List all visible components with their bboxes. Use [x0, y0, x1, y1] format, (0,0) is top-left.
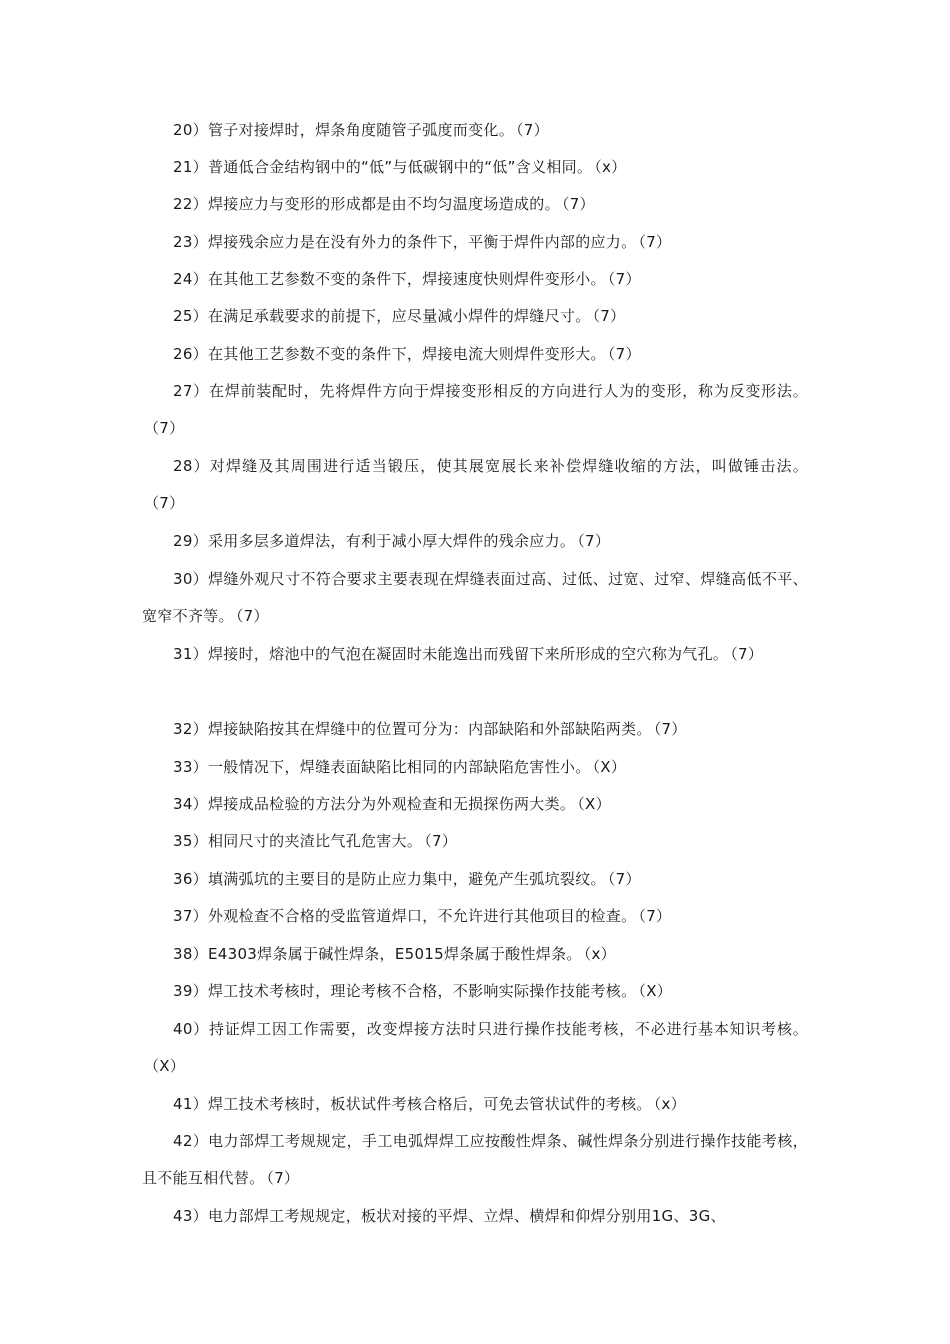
- list-item: 42）电力部焊工考规规定，手工电弧焊焊工应按酸性焊条、碱性焊条分别进行操作技能考核，且不能互相代替。 （7）: [142, 1132, 808, 1187]
- list-item: 29）采用多层多道焊法，有利于减小厚大焊件的残余应力。 （7）: [173, 532, 611, 550]
- list-item: 27）在焊前装配时，先将焊件方向于焊接变形相反的方向进行人为的变形，称为反变形法。（7）: [144, 382, 808, 437]
- list-item: 28）对焊缝及其周围进行适当锻压，使其展宽展长来补偿焊缝收缩的方法，叫做锤击法。（7）: [144, 457, 808, 512]
- list-item: 26）在其他工艺参数不变的条件下，焊接电流大则焊件变形大。 （7）: [173, 345, 641, 363]
- list-item: 38）E4303焊条属于碱性焊条，E5015焊条属于酸性焊条。 （x）: [173, 945, 616, 963]
- list-item: 24）在其他工艺参数不变的条件下，焊接速度快则焊件变形小。 （7）: [173, 270, 641, 288]
- list-item: 33）一般情况下，焊缝表面缺陷比相同的内部缺陷危害性小。 （X）: [173, 758, 627, 776]
- list-item: 36）填满弧坑的主要目的是防止应力集中，避免产生弧坑裂纹。 （7）: [173, 870, 641, 888]
- list-item: 39）焊工技术考核时，理论考核不合格，不影响实际操作技能考核。 （X）: [173, 982, 673, 1000]
- list-item: 35）相同尺寸的夹渣比气孔危害大。 （7）: [173, 832, 458, 850]
- list-item: 20）管子对接焊时，焊条角度随管子弧度而变化。 （7）: [173, 121, 549, 139]
- list-item: 30）焊缝外观尺寸不符合要求主要表现在焊缝表面过高、过低、过宽、过窄、焊缝高低不平、宽窄不齐等。 （7）: [142, 570, 808, 625]
- list-item: 37）外观检查不合格的受监管道焊口，不允许进行其他项目的检查。 （7）: [173, 907, 672, 925]
- list-item: 41）焊工技术考核时，板状试件考核合格后，可免去管状试件的考核。 （x）: [173, 1095, 686, 1113]
- list-item: 32）焊接缺陷按其在焊缝中的位置可分为：内部缺陷和外部缺陷两类。 （7）: [173, 720, 687, 738]
- list-item: 31）焊接时，熔池中的气泡在凝固时未能逸出而残留下来所形成的空穴称为气孔。 （7）: [173, 645, 764, 663]
- list-item: 43）电力部焊工考规规定，板状对接的平焊、立焊、横焊和仰焊分别用1G、3G、: [173, 1207, 726, 1225]
- list-item: 22）焊接应力与变形的形成都是由不均匀温度场造成的。 （7）: [173, 195, 595, 213]
- list-item: 34）焊接成品检验的方法分为外观检查和无损探伤两大类。 （X）: [173, 795, 611, 813]
- list-item: 40）持证焊工因工作需要，改变焊接方法时只进行操作技能考核，不必进行基本知识考核。（X）: [144, 1020, 808, 1075]
- list-item: 23）焊接残余应力是在没有外力的条件下，平衡于焊件内部的应力。 （7）: [173, 233, 672, 251]
- list-item: 25）在满足承载要求的前提下，应尽量减小焊件的焊缝尺寸。 （7）: [173, 307, 626, 325]
- list-item: 21）普通低合金结构钢中的“低”与低碳钢中的“低”含义相同。 （x）: [173, 158, 627, 176]
